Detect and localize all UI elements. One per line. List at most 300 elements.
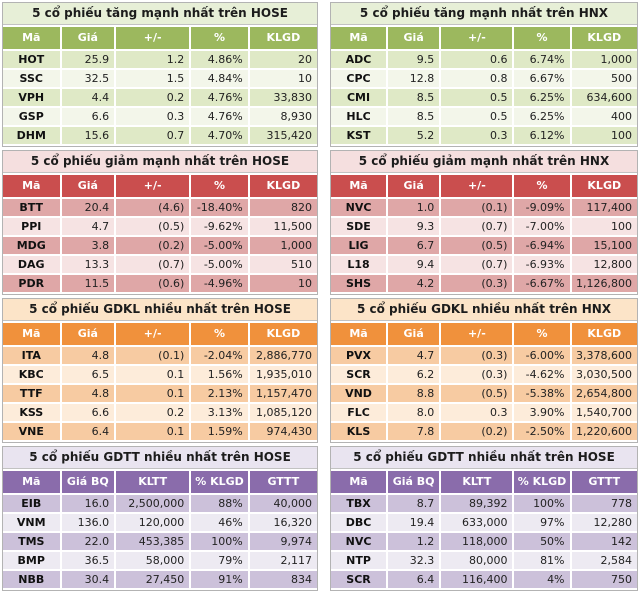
value-cell: (0.6)	[116, 275, 189, 292]
column-header: %	[191, 323, 248, 345]
value-cell: 89,392	[441, 495, 512, 512]
table-title: 5 cổ phiếu GDKL nhiều nhất trên HNX	[331, 299, 637, 321]
table-row	[331, 423, 637, 440]
value-cell: (0.3)	[441, 366, 512, 383]
value-cell: 2,500,000	[116, 495, 189, 512]
value-cell: -5.38%	[514, 385, 569, 402]
value-cell: 1.59%	[191, 423, 248, 440]
value-cell: 0.2	[116, 89, 189, 106]
stock-code-cell: KSS	[3, 404, 60, 421]
value-cell: 6.4	[388, 571, 439, 588]
value-cell: (0.5)	[441, 385, 512, 402]
stock-table-hose-top-putthrough-2	[330, 446, 638, 591]
value-cell: 97%	[514, 514, 569, 531]
table-row	[331, 237, 637, 254]
value-cell: 3.13%	[191, 404, 248, 421]
value-cell: 2,117	[250, 552, 317, 569]
value-cell: 11.5	[62, 275, 115, 292]
value-cell: 510	[250, 256, 317, 273]
value-cell: 3.90%	[514, 404, 569, 421]
column-header: KLGD	[250, 27, 317, 49]
value-cell: 33,830	[250, 89, 317, 106]
stock-code-cell: PPI	[3, 218, 60, 235]
value-cell: 4.76%	[191, 89, 248, 106]
value-cell: 15,100	[572, 237, 637, 254]
stock-code-cell: NVC	[331, 199, 386, 216]
value-cell: -6.67%	[514, 275, 569, 292]
value-cell: 453,385	[116, 533, 189, 550]
value-cell: 4.70%	[191, 127, 248, 144]
table-title: 5 cổ phiếu giảm mạnh nhất trên HOSE	[3, 151, 317, 173]
value-cell: (0.2)	[441, 423, 512, 440]
table-row	[3, 347, 317, 364]
value-cell: 0.7	[116, 127, 189, 144]
table-row	[3, 199, 317, 216]
table-row	[3, 514, 317, 531]
value-cell: 8.5	[388, 108, 439, 125]
stock-table-hnx-top-gainers	[330, 2, 638, 147]
value-cell: 100	[572, 127, 637, 144]
table-header-row	[3, 27, 317, 49]
table-row	[331, 347, 637, 364]
stock-code-cell: SHS	[331, 275, 386, 292]
value-cell: 3,030,500	[572, 366, 637, 383]
value-cell: 834	[250, 571, 317, 588]
table-row	[331, 51, 637, 68]
value-cell: (0.3)	[441, 347, 512, 364]
table-row	[331, 70, 637, 87]
table-title: 5 cổ phiếu tăng mạnh nhất trên HNX	[331, 3, 637, 25]
value-cell: 1.2	[388, 533, 439, 550]
table-row	[3, 275, 317, 292]
value-cell: 2.13%	[191, 385, 248, 402]
value-cell: 4.84%	[191, 70, 248, 87]
value-cell: 81%	[514, 552, 569, 569]
stock-code-cell: DHM	[3, 127, 60, 144]
value-cell: 100%	[514, 495, 569, 512]
value-cell: 8.5	[388, 89, 439, 106]
value-cell: 1.56%	[191, 366, 248, 383]
column-header: Giá BQ	[62, 471, 115, 493]
column-header: Mã	[3, 471, 60, 493]
table-row	[331, 495, 637, 512]
table-row	[331, 404, 637, 421]
value-cell: (0.7)	[441, 218, 512, 235]
column-header: KLGD	[572, 323, 637, 345]
stock-table-hose-top-putthrough	[2, 446, 318, 591]
value-cell: 1,000	[250, 237, 317, 254]
value-cell: 1.0	[388, 199, 439, 216]
value-cell: 820	[250, 199, 317, 216]
value-cell: 6.12%	[514, 127, 569, 144]
value-cell: 0.5	[441, 108, 512, 125]
value-cell: 11,500	[250, 218, 317, 235]
column-header: +/-	[116, 323, 189, 345]
value-cell: 30.4	[62, 571, 115, 588]
column-header: %	[514, 323, 569, 345]
table-row	[331, 366, 637, 383]
value-cell: 0.8	[441, 70, 512, 87]
value-cell: 6.25%	[514, 89, 569, 106]
stock-code-cell: BTT	[3, 199, 60, 216]
table-row	[3, 256, 317, 273]
value-cell: 8.8	[388, 385, 439, 402]
table-header-row	[331, 175, 637, 197]
value-cell: 2,584	[572, 552, 637, 569]
stock-table-hose-top-volume	[2, 298, 318, 443]
value-cell: 1,126,800	[572, 275, 637, 292]
table-title: 5 cổ phiếu GDKL nhiều nhất trên HOSE	[3, 299, 317, 321]
value-cell: 58,000	[116, 552, 189, 569]
stock-code-cell: NTP	[331, 552, 386, 569]
table-header-row	[331, 323, 637, 345]
stock-code-cell: VND	[331, 385, 386, 402]
value-cell: 0.2	[116, 404, 189, 421]
value-cell: 0.3	[116, 108, 189, 125]
table-header-row	[331, 471, 637, 493]
value-cell: 4.86%	[191, 51, 248, 68]
column-header: Mã	[3, 323, 60, 345]
table-header-row	[3, 323, 317, 345]
value-cell: 315,420	[250, 127, 317, 144]
value-cell: -9.62%	[191, 218, 248, 235]
value-cell: 118,000	[441, 533, 512, 550]
value-cell: 10	[250, 275, 317, 292]
table-row	[331, 218, 637, 235]
table-row	[331, 514, 637, 531]
value-cell: 4.4	[62, 89, 115, 106]
column-header: Giá	[62, 175, 115, 197]
column-header: Mã	[331, 323, 386, 345]
column-header: KLGD	[250, 175, 317, 197]
column-header: % KLGD	[514, 471, 569, 493]
table-header-row	[331, 27, 637, 49]
value-cell: 634,600	[572, 89, 637, 106]
stock-code-cell: TMS	[3, 533, 60, 550]
stock-code-cell: NBB	[3, 571, 60, 588]
value-cell: 22.0	[62, 533, 115, 550]
table-row	[331, 127, 637, 144]
table-row	[3, 552, 317, 569]
value-cell: 6.6	[62, 404, 115, 421]
table-row	[331, 89, 637, 106]
column-header: % KLGD	[191, 471, 248, 493]
value-cell: 974,430	[250, 423, 317, 440]
table-row	[331, 552, 637, 569]
column-header: +/-	[441, 27, 512, 49]
stock-code-cell: VNM	[3, 514, 60, 531]
value-cell: 36.5	[62, 552, 115, 569]
value-cell: 4.7	[62, 218, 115, 235]
stock-code-cell: DBC	[331, 514, 386, 531]
value-cell: 0.1	[116, 366, 189, 383]
table-row	[3, 366, 317, 383]
table-row	[331, 385, 637, 402]
value-cell: 1.2	[116, 51, 189, 68]
value-cell: 80,000	[441, 552, 512, 569]
value-cell: (0.7)	[116, 256, 189, 273]
value-cell: 8.0	[388, 404, 439, 421]
value-cell: 4.7	[388, 347, 439, 364]
table-row	[331, 108, 637, 125]
value-cell: 88%	[191, 495, 248, 512]
column-header: Giá	[388, 323, 439, 345]
table-row	[3, 533, 317, 550]
value-cell: (0.2)	[116, 237, 189, 254]
value-cell: 778	[572, 495, 637, 512]
value-cell: 500	[572, 70, 637, 87]
value-cell: 9,974	[250, 533, 317, 550]
value-cell: 5.2	[388, 127, 439, 144]
value-cell: 20	[250, 51, 317, 68]
column-header: Giá BQ	[388, 471, 439, 493]
stock-code-cell: CPC	[331, 70, 386, 87]
value-cell: 8,930	[250, 108, 317, 125]
value-cell: (0.5)	[116, 218, 189, 235]
table-row	[331, 275, 637, 292]
value-cell: 40,000	[250, 495, 317, 512]
table-row	[3, 108, 317, 125]
value-cell: 4.8	[62, 385, 115, 402]
value-cell: -4.96%	[191, 275, 248, 292]
value-cell: 142	[572, 533, 637, 550]
stock-code-cell: HLC	[331, 108, 386, 125]
table-row	[331, 571, 637, 588]
table-row	[3, 423, 317, 440]
table-title: 5 cổ phiếu giảm mạnh nhất trên HNX	[331, 151, 637, 173]
table-row	[3, 404, 317, 421]
value-cell: 400	[572, 108, 637, 125]
stock-code-cell: SDE	[331, 218, 386, 235]
value-cell: 120,000	[116, 514, 189, 531]
stock-table-hose-top-losers	[2, 150, 318, 295]
value-cell: 1.5	[116, 70, 189, 87]
table-row	[3, 89, 317, 106]
value-cell: (0.7)	[441, 256, 512, 273]
stock-code-cell: GSP	[3, 108, 60, 125]
table-title: 5 cổ phiếu tăng mạnh nhất trên HOSE	[3, 3, 317, 25]
table-header-row	[3, 175, 317, 197]
value-cell: 1,540,700	[572, 404, 637, 421]
stock-code-cell: KST	[331, 127, 386, 144]
column-header: Giá	[62, 27, 115, 49]
value-cell: -5.00%	[191, 237, 248, 254]
value-cell: 6.7	[388, 237, 439, 254]
value-cell: 6.74%	[514, 51, 569, 68]
table-row	[3, 218, 317, 235]
value-cell: -4.62%	[514, 366, 569, 383]
value-cell: 0.1	[116, 423, 189, 440]
value-cell: 750	[572, 571, 637, 588]
column-header: +/-	[441, 323, 512, 345]
value-cell: 6.67%	[514, 70, 569, 87]
stock-table-hnx-top-losers	[330, 150, 638, 295]
value-cell: 6.25%	[514, 108, 569, 125]
value-cell: (0.1)	[116, 347, 189, 364]
value-cell: 12,800	[572, 256, 637, 273]
column-header: KLTT	[441, 471, 512, 493]
value-cell: -6.00%	[514, 347, 569, 364]
value-cell: 117,400	[572, 199, 637, 216]
value-cell: 46%	[191, 514, 248, 531]
value-cell: 0.3	[441, 127, 512, 144]
stock-code-cell: NVC	[331, 533, 386, 550]
value-cell: 1,000	[572, 51, 637, 68]
stock-code-cell: MDG	[3, 237, 60, 254]
value-cell: 6.5	[62, 366, 115, 383]
stock-code-cell: EIB	[3, 495, 60, 512]
value-cell: 1,220,600	[572, 423, 637, 440]
value-cell: 16.0	[62, 495, 115, 512]
column-header: Giá	[62, 323, 115, 345]
stock-code-cell: PDR	[3, 275, 60, 292]
value-cell: 1,157,470	[250, 385, 317, 402]
column-header: Giá	[388, 27, 439, 49]
value-cell: 0.1	[116, 385, 189, 402]
value-cell: 136.0	[62, 514, 115, 531]
value-cell: (0.1)	[441, 199, 512, 216]
value-cell: -6.94%	[514, 237, 569, 254]
stock-code-cell: BMP	[3, 552, 60, 569]
value-cell: -5.00%	[191, 256, 248, 273]
value-cell: 27,450	[116, 571, 189, 588]
value-cell: 79%	[191, 552, 248, 569]
value-cell: -18.40%	[191, 199, 248, 216]
column-header: +/-	[116, 175, 189, 197]
column-header: KLGD	[572, 175, 637, 197]
value-cell: 10	[250, 70, 317, 87]
table-row	[331, 256, 637, 273]
value-cell: 6.2	[388, 366, 439, 383]
value-cell: 0.5	[441, 89, 512, 106]
stock-code-cell: FLC	[331, 404, 386, 421]
stock-table-hnx-top-volume	[330, 298, 638, 443]
column-header: Mã	[3, 27, 60, 49]
value-cell: 13.3	[62, 256, 115, 273]
stock-code-cell: ITA	[3, 347, 60, 364]
table-title: 5 cổ phiếu GDTT nhiều nhất trên HOSE	[3, 447, 317, 469]
stock-code-cell: TTF	[3, 385, 60, 402]
column-header: GTTT	[572, 471, 637, 493]
value-cell: 32.5	[62, 70, 115, 87]
column-header: +/-	[441, 175, 512, 197]
table-row	[3, 237, 317, 254]
column-header: %	[191, 27, 248, 49]
value-cell: 12.8	[388, 70, 439, 87]
value-cell: 1,085,120	[250, 404, 317, 421]
table-row	[331, 533, 637, 550]
table-row	[3, 51, 317, 68]
column-header: Mã	[331, 175, 386, 197]
value-cell: 7.8	[388, 423, 439, 440]
value-cell: 9.4	[388, 256, 439, 273]
value-cell: 4%	[514, 571, 569, 588]
stock-code-cell: ADC	[331, 51, 386, 68]
value-cell: 4.8	[62, 347, 115, 364]
value-cell: -7.00%	[514, 218, 569, 235]
value-cell: 12,280	[572, 514, 637, 531]
value-cell: 2,886,770	[250, 347, 317, 364]
table-row	[3, 385, 317, 402]
value-cell: 100%	[191, 533, 248, 550]
column-header: %	[514, 175, 569, 197]
stock-code-cell: SSC	[3, 70, 60, 87]
stock-code-cell: HOT	[3, 51, 60, 68]
value-cell: 19.4	[388, 514, 439, 531]
value-cell: 6.6	[62, 108, 115, 125]
value-cell: 6.4	[62, 423, 115, 440]
table-row	[3, 495, 317, 512]
value-cell: 9.5	[388, 51, 439, 68]
value-cell: 16,320	[250, 514, 317, 531]
table-header-row	[3, 471, 317, 493]
value-cell: 0.3	[441, 404, 512, 421]
value-cell: 116,400	[441, 571, 512, 588]
stock-code-cell: SCR	[331, 571, 386, 588]
value-cell: 4.2	[388, 275, 439, 292]
column-header: GTTT	[250, 471, 317, 493]
value-cell: 633,000	[441, 514, 512, 531]
value-cell: 100	[572, 218, 637, 235]
value-cell: 3.8	[62, 237, 115, 254]
value-cell: 25.9	[62, 51, 115, 68]
value-cell: 32.3	[388, 552, 439, 569]
column-header: KLGD	[250, 323, 317, 345]
stock-code-cell: VPH	[3, 89, 60, 106]
column-header: +/-	[116, 27, 189, 49]
column-header: %	[191, 175, 248, 197]
value-cell: 15.6	[62, 127, 115, 144]
value-cell: 9.3	[388, 218, 439, 235]
value-cell: -6.93%	[514, 256, 569, 273]
table-row	[3, 127, 317, 144]
stock-code-cell: KLS	[331, 423, 386, 440]
column-header: KLGD	[572, 27, 637, 49]
value-cell: -2.04%	[191, 347, 248, 364]
value-cell: 91%	[191, 571, 248, 588]
value-cell: -2.50%	[514, 423, 569, 440]
value-cell: 20.4	[62, 199, 115, 216]
column-header: Mã	[3, 175, 60, 197]
stock-code-cell: L18	[331, 256, 386, 273]
value-cell: 8.7	[388, 495, 439, 512]
value-cell: 0.6	[441, 51, 512, 68]
stock-code-cell: SCR	[331, 366, 386, 383]
column-header: Giá	[388, 175, 439, 197]
column-header: %	[514, 27, 569, 49]
value-cell: 4.76%	[191, 108, 248, 125]
value-cell: (0.5)	[441, 237, 512, 254]
column-header: KLTT	[116, 471, 189, 493]
table-title: 5 cổ phiếu GDTT nhiều nhất trên HOSE	[331, 447, 637, 469]
stock-table-hose-top-gainers	[2, 2, 318, 147]
column-header: Mã	[331, 471, 386, 493]
value-cell: 1,935,010	[250, 366, 317, 383]
stock-code-cell: CMI	[331, 89, 386, 106]
stock-code-cell: DAG	[3, 256, 60, 273]
table-row	[3, 571, 317, 588]
value-cell: 3,378,600	[572, 347, 637, 364]
value-cell: 2,654,800	[572, 385, 637, 402]
column-header: Mã	[331, 27, 386, 49]
table-row	[3, 70, 317, 87]
stock-code-cell: PVX	[331, 347, 386, 364]
stock-code-cell: VNE	[3, 423, 60, 440]
stock-code-cell: TBX	[331, 495, 386, 512]
table-row	[331, 199, 637, 216]
stock-code-cell: LIG	[331, 237, 386, 254]
value-cell: -9.09%	[514, 199, 569, 216]
